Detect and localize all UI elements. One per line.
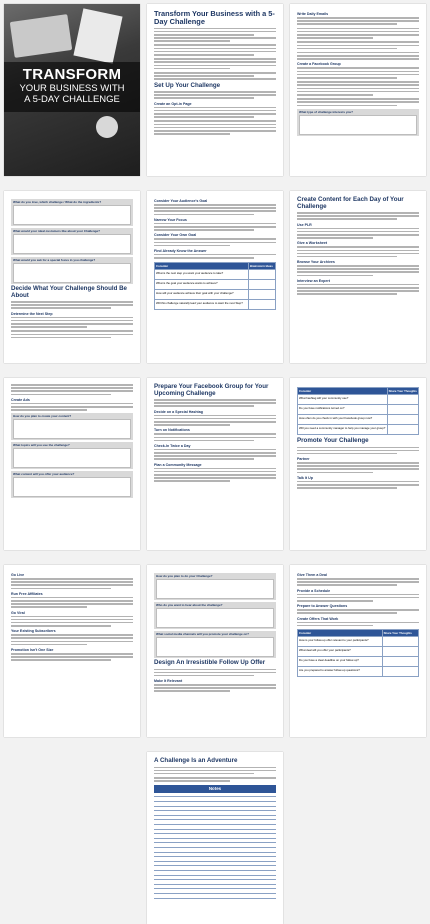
question-box [11, 228, 133, 255]
answer-cell[interactable] [248, 279, 275, 289]
question-box [297, 109, 419, 136]
table-cell: How will your audience achieve their goal with your challenge? [155, 289, 249, 299]
cover-title-line3: A 5-DAY CHALLENGE [24, 93, 120, 105]
page-13 [147, 752, 283, 924]
table-row [298, 647, 419, 657]
answer-cell[interactable] [382, 657, 418, 667]
body-text [154, 204, 276, 215]
body-text [154, 28, 276, 80]
subheading: Give a Worksheet [297, 241, 328, 246]
page-11 [147, 565, 283, 737]
table-header: Consider [298, 388, 388, 395]
table-row [155, 289, 276, 299]
body-text [297, 265, 419, 276]
body-text [154, 223, 276, 231]
table-cell: What is the next step you want your audience to take? [155, 269, 249, 279]
question-box [11, 471, 133, 498]
subheading: Browse Your Archives [297, 260, 335, 265]
body-text [11, 634, 133, 645]
body-text [297, 17, 419, 60]
table-cell: Do you have a clear deadline on your follow-up? [298, 657, 383, 667]
answer-cell[interactable] [387, 405, 418, 415]
subheading: Narrow Your Focus [154, 217, 187, 222]
body-text [11, 301, 133, 309]
subheading: Determine the Next Step [11, 311, 53, 316]
body-text [11, 597, 133, 608]
page-4 [4, 191, 140, 363]
body-text [297, 462, 419, 473]
body-text [11, 384, 133, 395]
notes-lines[interactable] [154, 793, 276, 899]
page-title: Transform Your Business with a 5-Day Challenge [154, 9, 275, 26]
body-text [154, 767, 276, 782]
answer-area[interactable] [156, 579, 274, 599]
answer-cell[interactable] [248, 299, 275, 309]
question-label: What would your ideal customers like about your Challenge? [13, 229, 101, 233]
cover-cup-image [96, 116, 118, 138]
worksheet-table [297, 387, 419, 435]
worksheet-table [154, 262, 276, 310]
page-12 [290, 565, 426, 737]
question-label: How do you plan to create your content? [13, 414, 72, 419]
subheading: Decide on a Special Hashtag [154, 409, 203, 414]
body-text [154, 399, 276, 407]
body-text [154, 107, 276, 135]
subheading: Create a Facebook Group [297, 62, 341, 67]
subheading: Prepare to Answer Questions [297, 604, 348, 609]
page-9 [290, 378, 426, 550]
subheading: Give Them a Deal [297, 573, 327, 577]
table-header: Brainstorm Ideas [248, 262, 275, 269]
subheading: Go Viral [11, 610, 25, 615]
answer-area[interactable] [156, 637, 274, 657]
subheading: Your Existing Subscribers [11, 629, 56, 634]
subheading: Partner [297, 457, 310, 462]
subheading: Plan a Community Message [154, 462, 202, 467]
answer-cell[interactable] [248, 269, 275, 279]
body-text [297, 578, 419, 586]
subheading: Promotion Isn't One Size [11, 648, 54, 652]
body-text [297, 609, 419, 614]
table-cell: What hashtag will your community use? [298, 395, 388, 405]
table-row [298, 405, 419, 415]
table-cell: How is your follow-up offer relevant to your participants? [298, 637, 383, 647]
page-title: Prepare Your Facebook Group for Your Upcoming Challenge [154, 383, 269, 397]
body-text [154, 468, 276, 482]
answer-area[interactable] [13, 477, 131, 497]
subheading: Create an Opt-in Page [154, 101, 192, 106]
body-text [154, 669, 276, 677]
answer-cell[interactable] [382, 667, 418, 677]
worksheet-table [297, 629, 419, 677]
subheading: Consider Your Own Goal [154, 233, 197, 238]
page-title: Create Content for Each Day of Your Challenge [297, 196, 404, 210]
body-text [297, 67, 419, 106]
table-row [298, 657, 419, 667]
table-row [155, 299, 276, 309]
subheading: Go Live [11, 573, 25, 577]
cover-title-line2: YOUR BUSINESS WITH [19, 83, 125, 94]
body-text [154, 91, 276, 99]
question-label: What social media channels will you promote your challenge on? [156, 632, 250, 636]
question-label: What do you love, which challenge / What do the ingredients? [13, 200, 102, 204]
body-text [297, 246, 419, 257]
answer-cell[interactable] [387, 415, 418, 425]
table-header: Consider [298, 630, 383, 637]
answer-area[interactable] [299, 115, 417, 135]
subheading: Run Free Affiliates [11, 591, 43, 596]
answer-area[interactable] [13, 263, 131, 283]
page-10 [4, 565, 140, 737]
answer-area[interactable] [156, 608, 274, 628]
table-header: Share Your Thoughts [388, 389, 417, 393]
body-text [11, 653, 133, 661]
table-row [298, 395, 419, 405]
body-text [154, 684, 276, 692]
table-header: Consider [155, 262, 249, 269]
subheading: Use PLR [297, 222, 312, 227]
body-text [297, 212, 419, 220]
table-cell: What deal will you offer your participants? [298, 647, 383, 657]
table-row [155, 269, 276, 279]
body-text [297, 284, 419, 295]
page-7 [4, 378, 140, 550]
table-row [298, 667, 419, 677]
section-heading: Set Up Your Challenge [154, 81, 221, 89]
answer-cell[interactable] [382, 637, 418, 647]
body-text [11, 578, 133, 589]
subheading: Create Ads [11, 397, 30, 402]
subheading: Provide a Schedule [297, 588, 331, 593]
page-6 [290, 191, 426, 363]
body-text [154, 433, 276, 441]
body-text [297, 622, 419, 627]
answer-area[interactable] [13, 448, 131, 468]
page-5 [147, 191, 283, 363]
page-title: A Challenge Is an Adventure [154, 757, 238, 764]
table-cell: Are you prepared to answer follow-up questions? [298, 667, 383, 677]
question-label: How do you plan to do your Challenge? [156, 574, 213, 578]
question-box [154, 602, 276, 629]
answer-area[interactable] [13, 419, 131, 439]
question-label: What would you ask for a special focus in you challenge? [13, 258, 96, 262]
question-label: What topics will you use the challenge? [13, 443, 70, 448]
page-title: Design An Irresistible Follow Up Offer [154, 659, 266, 666]
subheading: Talk It Up [297, 475, 313, 480]
table-header: Share Your Thoughts [382, 630, 418, 637]
table-row [155, 279, 276, 289]
answer-area[interactable] [13, 205, 131, 225]
table-cell: Do you have notifications turned on? [298, 405, 388, 415]
question-label: What type of challenge interests you? [299, 109, 354, 114]
question-box [154, 631, 276, 658]
table-row [298, 425, 419, 435]
answer-cell[interactable] [248, 289, 275, 299]
cover-title-subtitle [4, 84, 140, 106]
subheading: Create Offers That Work [297, 616, 339, 621]
table-row [298, 637, 419, 647]
subheading: Find Already Know the Answer [154, 248, 207, 253]
table-row [298, 415, 419, 425]
answer-area[interactable] [13, 234, 131, 254]
subheading: Make It Relevant [154, 679, 183, 684]
answer-cell[interactable] [387, 395, 418, 405]
question-box [11, 413, 133, 440]
question-box [11, 199, 133, 226]
subheading: Check-In Twice a Day [154, 443, 191, 448]
body-text [297, 447, 419, 455]
body-text [154, 449, 276, 460]
table-cell: What is the goal your audience wants to achieve? [155, 279, 249, 289]
question-label: What content will you offer your audience? [13, 472, 75, 477]
table-cell: Will you need a community manager to help you manage your group? [298, 425, 388, 435]
cover-page [4, 4, 140, 176]
subheading: Turn on Notifications [154, 428, 190, 433]
body-text [11, 403, 133, 411]
answer-cell[interactable] [387, 425, 418, 435]
question-box [154, 573, 276, 600]
body-text [154, 415, 276, 426]
question-box [11, 257, 133, 284]
subheading: Interview an Expert [297, 278, 330, 283]
subheading: Write Daily Emails [297, 12, 329, 16]
body-text [154, 238, 276, 246]
subheading: Consider Your Audience's Goal [154, 199, 208, 203]
notes-header: Notes [154, 785, 276, 793]
body-text [154, 254, 276, 259]
page-3 [290, 4, 426, 176]
body-text [11, 616, 133, 627]
question-label: Who do you want to hear about the challenge? [156, 603, 223, 607]
cover-title-line1: TRANSFORM [22, 66, 122, 83]
page-8 [147, 378, 283, 550]
table-cell: Will this challenge naturally lead your audience to want the next Step? [155, 299, 249, 309]
question-box [11, 442, 133, 469]
answer-cell[interactable] [382, 647, 418, 657]
table-cell: How often do you check in with your Facebook group now? [298, 415, 388, 425]
body-text [297, 594, 419, 602]
page-title: Decide What Your Challenge Should Be About [11, 285, 127, 299]
page-2 [147, 4, 283, 176]
body-text [297, 228, 419, 239]
body-text [297, 481, 419, 489]
page-title: Promote Your Challenge [297, 437, 369, 444]
body-text [11, 317, 133, 339]
